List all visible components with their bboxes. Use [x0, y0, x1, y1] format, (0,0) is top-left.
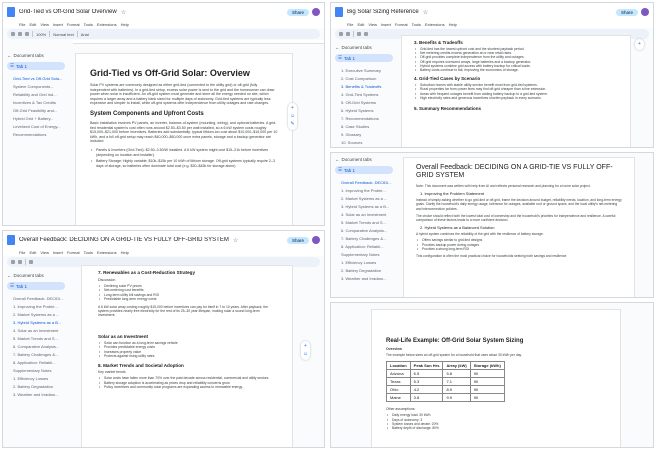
menu-view[interactable]: View [368, 22, 377, 27]
avatar[interactable] [641, 8, 649, 16]
print-icon[interactable] [25, 32, 29, 36]
table-row [387, 370, 505, 378]
outline-item[interactable]: 5. Market Trends and S... [341, 219, 386, 225]
doc-window-feedback-renewables [2, 230, 325, 448]
bullet-item: • Areas with frequent outages benefit from adding battery backup to a grid-tied system. [414, 92, 618, 96]
menu-help[interactable]: Help [120, 250, 129, 255]
menu-extensions[interactable]: Extensions [97, 250, 117, 255]
title-bar [3, 231, 324, 249]
toolbar-divider [353, 31, 354, 37]
menu-extensions[interactable]: Extensions [97, 22, 117, 27]
heading-1: Grid-Tied vs Off-Grid Solar: Overview [90, 68, 250, 78]
bullet-item: • Provides predictable energy costs [98, 345, 276, 349]
document-title[interactable]: Grid-Tied vs Off-Grid Solar Overview [19, 9, 117, 15]
share-button[interactable]: Share [287, 9, 309, 16]
menu-file[interactable]: File [19, 250, 26, 255]
arrow-left-icon[interactable]: ← [7, 53, 12, 58]
bullet-item: • Declining solar PV prices [98, 284, 276, 288]
table-header: Peak Sun Hrs [410, 362, 443, 370]
floating-toolbar [288, 103, 297, 130]
bullet-item: • Net-metering cost benefits [98, 288, 276, 292]
bullet-item: • Battery storage adoption is accelerating as prices drop and reliability concerns grow. [98, 381, 276, 385]
table-cell: 3.8 [410, 394, 443, 402]
outline-item[interactable]: Overall Feedback: DECIDI... [341, 179, 392, 185]
arrow-left-icon[interactable]: ← [335, 45, 340, 50]
outline-item[interactable]: 2. Market Systems as a ... [13, 311, 60, 317]
outline-item[interactable]: 3. Hybrid Systems as a B... [13, 319, 62, 325]
bullet-item: • High electricity rates and generous incentives shorten payback in every scenario. [414, 96, 618, 100]
tab-1[interactable]: ☰ Tab 1 [7, 62, 65, 70]
docs-icon [7, 235, 15, 245]
table-cell: Texas [387, 378, 411, 386]
table-cell: 6.5 [410, 370, 443, 378]
table-cell: 90 [470, 370, 504, 378]
floating-toolbar [635, 39, 644, 50]
docs-icon [335, 7, 343, 17]
outline-item[interactable]: Overall Feedback: DECIDI... [13, 295, 64, 301]
emoji-icon[interactable]: ☺ [289, 113, 296, 119]
bullet-item: • Off-grid provides complete independence from the utility and outages. [414, 55, 618, 59]
heading-2: 3. Benefits & Tradeoffs [414, 40, 463, 45]
heading-2: 1. Improving the Problem Statement [420, 191, 485, 197]
subheading: Key market trends [98, 370, 126, 375]
body-paragraph: Basic installation involves PV panels, an inverter, balance-of-system (mounting, wiring), and optional batteries. A grid-tied residential system's cost often runs around $2.50–$3.50 per watt installed, so a 6 kW system costs roughly $15,000–$21,000 before incentives. Batteries add substantially: typical lithium-ion cost about $10,000–$15,000 per 10 kWh, and a full off-grid setup may reach $40,000–$60,000 once extra panels, storage and a backup generator are included. [90, 120, 278, 144]
list-icon: ☰ [338, 55, 343, 60]
list-icon: ☰ [10, 283, 15, 288]
outline-item[interactable]: 4. Grid-Tied Systems [341, 91, 379, 97]
tab-1[interactable]: ☰ Tab 1 [7, 282, 65, 290]
bullet-item: • Hybrid systems combine grid access with battery backup for critical loads. [414, 64, 618, 68]
toolbar-divider [25, 259, 26, 265]
menu-view[interactable]: View [40, 22, 49, 27]
outline-item[interactable]: System Components... [13, 83, 54, 89]
outline-item[interactable]: 2. Battery Degradation [341, 267, 382, 273]
table-cell: Maine [387, 394, 411, 402]
menu-format[interactable]: Format [66, 22, 80, 27]
table-cell: 90 [470, 394, 504, 402]
toolbar [7, 29, 320, 39]
outline-item[interactable]: 3. Weather and Irradian... [13, 391, 59, 397]
outline-item[interactable]: Off-Grid Feasibility and... [13, 107, 58, 113]
undo-icon[interactable] [11, 260, 15, 264]
zoom-select[interactable]: 100% [36, 31, 47, 37]
redo-icon[interactable] [346, 32, 350, 36]
bullet-item: • Solar can function as a long-term savings vehicle [98, 341, 276, 345]
arrow-left-icon[interactable]: ← [335, 157, 340, 162]
outline-item[interactable]: Recommendations [13, 131, 47, 137]
menu-bar [3, 21, 324, 28]
table-cell: 9.9 [443, 394, 470, 402]
floating-toolbar [301, 341, 310, 360]
outline-item[interactable]: 3. Hybrid Systems as a B... [341, 203, 390, 209]
document-title[interactable]: Big Solar Sizing Reference [347, 9, 419, 15]
bullet-item: • Panels & Inverters (Grid-Tied): $2.50–3.50/W installed. A 6 kW system might cost $15–21k before incentives (depending on location and installer). [90, 148, 278, 157]
bullet-item: • Rural properties far from power lines may find off-grid cheaper than a line extension. [414, 87, 618, 91]
table-cell: 7.1 [443, 378, 470, 386]
document-outline [3, 269, 69, 447]
outline-item[interactable]: 3. Benefits & Tradeoffs [341, 83, 382, 89]
document-page[interactable] [371, 309, 621, 448]
title-bar [3, 3, 324, 21]
table-cell: 90 [470, 386, 504, 394]
intro-paragraph: Solar PV systems are commonly designed as either grid-tied (connected to the utility grid) or off-grid (fully independent with batteries). In a grid-tied setup, excess solar power is sent to the grid and the homeowner can draw power when solar is insufficient. An off-grid system must generate and store all the energy needed on site, which requires a larger array and a battery bank sized for multiple days of autonomy. Grid-tied systems are typically less expensive and simpler to install, while off-grid systems offer independence from utility outages and rate changes. [90, 83, 275, 106]
table-cell: 8.9 [443, 386, 470, 394]
doc-window-overview [2, 2, 325, 226]
star-icon[interactable]: ☆ [232, 237, 239, 244]
outline-item[interactable]: Grid-Tied vs Off-Grid Sola... [13, 75, 63, 81]
emoji-icon[interactable]: ☺ [302, 351, 309, 357]
bold-icon[interactable] [357, 32, 361, 36]
italic-icon[interactable] [364, 32, 368, 36]
menu-help[interactable]: Help [120, 22, 129, 27]
toolbar-divider [32, 31, 33, 37]
outline-item[interactable]: 1. Efficiency Losses [13, 375, 49, 381]
bullet-item: • Net metering credits excess generation at or near retail rates. [414, 51, 618, 55]
outline-item[interactable]: 8. Case Studies [341, 123, 370, 129]
bullet-item: • Protects against rising utility rates [98, 354, 276, 358]
table-header: Array (kW) [443, 362, 470, 370]
bullet-item: • Increases property value [98, 350, 276, 354]
document-title[interactable]: Overall Feedback: DECIDING ON A GRID-TIE VS FULLY OFF-GRID SYSTEM [19, 237, 229, 243]
docs-icon [7, 7, 15, 17]
ruler [73, 40, 324, 44]
body-paragraph: The choice should reflect both the lowest total cost of ownership and the household's priorities for independence and resilience. A careful comparison of these factors leads to a more confident decision. [416, 213, 616, 223]
outline-item[interactable]: 7. Recommendations [341, 115, 379, 121]
menu-tools[interactable]: Tools [83, 22, 93, 27]
table-cell: Arizona [387, 370, 411, 378]
menu-format[interactable]: Format [66, 250, 80, 255]
star-icon[interactable]: ☆ [422, 9, 429, 16]
heading-2: 7. Renewables as a Cost-Reduction Strategy [98, 270, 196, 275]
outline-item[interactable]: 2. Cost Comparison [341, 75, 377, 81]
bullet-item: • Battery Storage: Highly variable; $10k–$15k per 10 kWh of lithium storage. Off-grid systems typically require 2–3 days of storage, so batteries often dominate total cost (e.g. $30–$45k for storage alone). [90, 159, 278, 168]
document-page[interactable] [75, 53, 296, 226]
avatar[interactable] [312, 8, 320, 16]
tab-1[interactable]: ☰ Tab 1 [335, 54, 393, 62]
share-button[interactable]: Share [287, 237, 309, 244]
menu-tools[interactable]: Tools [83, 250, 93, 255]
outline-item[interactable]: 5. Market Trends and S... [13, 335, 58, 341]
body-paragraph: Instead of simply asking whether to go grid-tied or off-grid, frame the decision around budget, reliability needs, location, and long-term energy goals. Clarify the household's daily energy usage, tolerance for outages, available roof or ground space, and the local utility's net-metering and interconnection policies. [416, 198, 622, 211]
bullet-item: • Battery depth of discharge: 80% [386, 426, 606, 430]
outline-item[interactable]: 4. Solar as an Investment [341, 211, 387, 217]
outline-item[interactable]: Supplementary Notes [13, 367, 52, 373]
outline-item[interactable]: 1. Improving the Proble... [341, 187, 386, 193]
redo-icon[interactable] [18, 32, 22, 36]
bullet-item: • Days of autonomy: 3 [386, 418, 606, 422]
outline-item[interactable]: 8. Application: Reliabil... [13, 359, 56, 365]
menu-edit[interactable]: Edit [29, 22, 37, 27]
toolbar-divider [49, 31, 50, 37]
table-row [387, 386, 505, 394]
table-cell: Ohio [387, 386, 411, 394]
outline-item[interactable]: 7. Battery Challenges &... [13, 351, 59, 357]
table-row [387, 378, 505, 386]
bold-icon[interactable] [29, 260, 33, 264]
table-cell: 5.3 [410, 378, 443, 386]
document-tabs-header: ← Document tabs [7, 273, 44, 278]
outline-item[interactable]: 3. Weather and Irradian... [341, 275, 387, 281]
table-cell: 5.8 [443, 370, 470, 378]
outline-item[interactable]: 1. Improving the Proble... [13, 303, 58, 309]
outline-item[interactable]: 10. Sources [341, 139, 363, 145]
menu-view[interactable]: View [40, 250, 49, 255]
note-paragraph: Note: This document was written with help from AI and reflects personal research and planning for a home solar project. [416, 184, 591, 188]
table-header: Location [387, 362, 411, 370]
menu-bar [3, 249, 324, 256]
menu-insert[interactable]: Insert [52, 250, 63, 255]
bullet-item: • System losses and derate: 20% [386, 422, 606, 426]
bullet-item: • Policy incentives and community solar programs are expanding access to renewable energy. [98, 385, 276, 389]
body-paragraph: This configuration is often the most practical choice for households seeking both savings and resilience. [416, 254, 568, 259]
body-paragraph: A hybrid system combines the reliability of the grid with the resilience of battery storage. [416, 232, 544, 237]
heading-2: Real-Life Example: Off-Grid Solar System Sizing [386, 338, 524, 344]
outline-item[interactable]: Supplementary Notes [341, 251, 380, 257]
menu-edit[interactable]: Edit [29, 250, 37, 255]
table-row [387, 394, 505, 402]
table-cell: 90 [470, 378, 504, 386]
document-tabs-header: ← Document tabs [7, 53, 44, 58]
undo-icon[interactable] [339, 32, 343, 36]
star-icon[interactable]: ☆ [120, 9, 127, 16]
bullet-item: • Offers savings similar to grid-tied designs [416, 238, 622, 242]
document-tabs-header: ← Document tabs [335, 45, 372, 50]
menu-file[interactable]: File [19, 22, 26, 27]
document-page[interactable] [401, 35, 631, 148]
redo-icon[interactable] [18, 260, 22, 264]
outline-item[interactable]: 9. Glossary [341, 131, 362, 137]
bullet-item: • Provides a strong long-term ROI [416, 247, 622, 251]
title-bar [331, 3, 653, 21]
menu-edit[interactable]: Edit [357, 22, 365, 27]
tab-1[interactable]: ☰ Tab 1 [335, 166, 393, 174]
share-button[interactable]: Share [616, 9, 638, 16]
suggest-edit-icon[interactable]: ✎ [290, 121, 295, 127]
outline-item[interactable]: Reliability and Grid Ind... [13, 91, 57, 97]
bullet-item: • Long-term utility bill savings and ROI [98, 293, 276, 297]
document-page[interactable] [81, 265, 293, 448]
table-cell: 4.2 [410, 386, 443, 394]
outline-item[interactable]: 1. Efficiency Losses [341, 259, 377, 265]
font-select[interactable]: Arial [80, 31, 89, 37]
bullet-item: • Daily energy load: 30 kWh [386, 413, 606, 417]
document-outline [331, 41, 397, 147]
bullet-item: • Off-grid requires oversized arrays, large batteries and a backup generator. [414, 60, 618, 64]
document-outline [331, 153, 397, 297]
bullet-item: • Solar costs have fallen more than 70% over the past decade across residential, commercial and utility sectors. [98, 376, 276, 380]
outline-item[interactable]: 4. Solar as an Investment [13, 327, 59, 333]
heading-2: 4. Grid-Tied Cases by Scenario [414, 76, 481, 82]
body-paragraph: A 6 kW solar array costing roughly $15,000 before incentives can pay for itself in 7 to 10 years. After payback, the system provides nearly free electricity for the rest of its 25–30 year lifespan, making solar a sound long-term investment. [98, 304, 268, 318]
table-header: Storage (kWh) [470, 362, 504, 370]
add-comment-icon[interactable]: + [638, 41, 641, 47]
menu-bar [331, 21, 653, 28]
doc-window-sizing-example [330, 302, 654, 448]
doc-window-feedback-intro [330, 152, 654, 298]
heading-2: Solar as an Investment [98, 333, 149, 339]
outline-item[interactable]: 6. Hybrid Systems [341, 107, 374, 113]
subheading: Discussion [98, 278, 116, 282]
menu-insert[interactable]: Insert [380, 22, 391, 27]
document-page[interactable] [403, 157, 635, 298]
menu-help[interactable]: Help [448, 22, 457, 27]
outline-item[interactable]: Levelized Cost of Energy... [13, 123, 61, 129]
heading-2: 8. Market Trends and Societal Adoption [98, 363, 184, 369]
heading-2: System Components and Upfront Costs [90, 110, 204, 117]
outline-item[interactable]: 6. Comparative Analysis... [341, 227, 388, 233]
heading-1: Overall Feedback: DECIDING ON A GRID-TIE VS FULLY OFF-GRID SYSTEM [416, 164, 613, 179]
subheading: Other assumptions: [386, 407, 416, 412]
menu-extensions[interactable]: Extensions [425, 22, 445, 27]
style-select[interactable]: Normal text [53, 31, 74, 37]
add-comment-icon[interactable]: + [304, 343, 307, 349]
bullet-item: • Provides backup power during outages [416, 243, 622, 247]
menu-format[interactable]: Format [394, 22, 408, 27]
doc-window-sizing [330, 2, 654, 148]
heading-2: 2. Hybrid Systems as a Balanced Solution [420, 225, 495, 231]
outline-item[interactable]: 7. Battery Challenges &... [341, 235, 387, 241]
outline-item[interactable]: 2. Battery Degradation [13, 383, 54, 389]
sizing-table [386, 361, 505, 402]
document-tabs-header: ← Document tabs [335, 157, 372, 162]
add-comment-icon[interactable]: + [291, 105, 294, 111]
heading-2: 5. Summary Recommendations [414, 106, 482, 112]
bullet-item: • Grid-tied has the lowest upfront cost and the shortest payback period. [414, 47, 618, 51]
table-header-row [387, 362, 505, 370]
avatar[interactable] [312, 236, 320, 244]
menu-tools[interactable]: Tools [411, 22, 421, 27]
bullet-item: • Battery costs continue to fall, improving the economics of storage. [414, 68, 618, 72]
toolbar-divider [77, 31, 78, 37]
list-icon: ☰ [338, 167, 343, 172]
list-icon: ☰ [10, 63, 15, 68]
subheading: Overview [386, 347, 402, 351]
document-outline [3, 49, 69, 225]
outline-item[interactable]: 5. Off-Grid Systems [341, 99, 377, 105]
outline-item[interactable]: 8. Application: Reliabil... [341, 243, 384, 249]
outline-item[interactable]: 2. Market Systems as a ... [341, 195, 388, 201]
undo-icon[interactable] [11, 32, 15, 36]
bullet-item: • Predictable long-term energy costs [98, 297, 276, 301]
bullet-item: • Suburban homes with stable utility service benefit most from grid-tied systems. [414, 83, 618, 87]
outline-item[interactable]: Incentives & Tax Credits [13, 99, 56, 105]
arrow-left-icon[interactable]: ← [7, 273, 12, 278]
outline-item[interactable]: 6. Comparative Analysis... [13, 343, 60, 349]
outline-item[interactable]: Hybrid Grid + Battery... [13, 115, 54, 121]
outline-item[interactable]: 1. Executive Summary [341, 67, 382, 73]
menu-file[interactable]: File [347, 22, 354, 27]
menu-insert[interactable]: Insert [52, 22, 63, 27]
intro-paragraph: The example below sizes an off-grid system for a household that uses about 30 kWh per day. [386, 353, 522, 357]
